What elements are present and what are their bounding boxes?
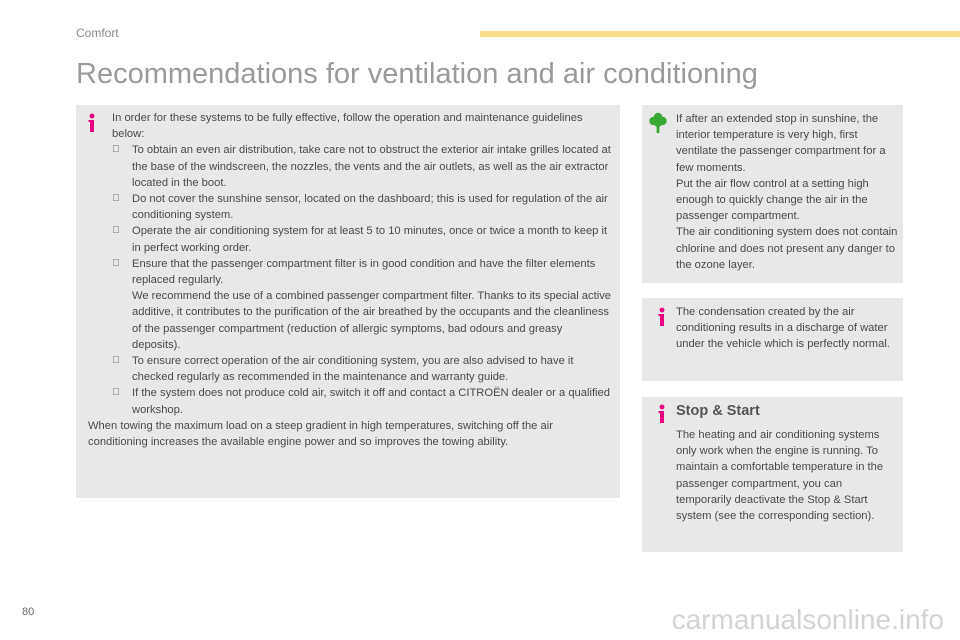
bullet-marker (112, 223, 120, 239)
info-icon (656, 404, 668, 424)
stop-start-text: The heating and air conditioning systems only work when the engine is running. To maintain a comfortable temperature in the passenger compartment, you can temporarily deactivate the Stop & Start system (see the corresponding section). (676, 429, 884, 523)
bullet-text: If the system does not produce cold air, switch it off and contact a CITROËN dealer or a qualified workshop. (132, 387, 610, 416)
bullet-item (112, 142, 612, 191)
stop-start-title: Stop & Start (676, 403, 760, 419)
bullet-text: To obtain an even air distribution, take care not to obstruct the exterior air intake grilles located at the base of the windscreen, the nozzles, the vents and the air outlets, as well as the air extractor located in the boot. (132, 144, 611, 189)
main-recommendations-panel (76, 105, 620, 498)
header-accent-bar (480, 31, 960, 37)
eco-paragraph: If after an extended stop in sunshine, the interior temperature is very high, first ventilate the passenger compartment for a few moments. (676, 113, 886, 174)
bullet-item (112, 256, 612, 353)
eco-paragraph: Put the air flow control at a setting high enough to quickly change the air in the passenger compartment. (676, 177, 869, 223)
bullet-marker (112, 142, 120, 158)
watermark: carmanualsonline.info (671, 604, 944, 635)
page-number: 80 (22, 606, 35, 618)
eco-tree-icon (649, 112, 667, 134)
page-title: Recommendations for ventilation and air conditioning (76, 58, 758, 90)
bullet-text: Do not cover the sunshine sensor, located on the dashboard; this is used for regulation of the air conditioning system. (132, 193, 608, 222)
bullet-text: Ensure that the passenger compartment filter is in good condition and have the filter elements replaced regularly. (132, 257, 596, 287)
towing-note: When towing the maximum load on a steep gradient in high temperatures, switching off the air conditioning increases the available engine power and so improves the towing ability. (88, 419, 553, 449)
condensation-panel (642, 298, 903, 381)
bullet-marker (112, 385, 120, 401)
eco-advice-panel (642, 105, 903, 283)
bullet-marker (112, 191, 120, 207)
bullet-item (112, 191, 612, 223)
intro-text: In order for these systems to be fully effective, follow the operation and maintenance guidelines below: (112, 112, 583, 141)
bullet-marker (112, 256, 120, 272)
bullet-text: Operate the air conditioning system for at least 5 to 10 minutes, once or twice a month to keep it in perfect working order. (132, 225, 608, 254)
stop-start-panel (642, 397, 903, 552)
section-label: Comfort (76, 26, 119, 40)
filter-note: We recommend the use of a combined passenger compartment filter. Thanks to its special active additive, it contributes to the purification of the air breathed by the occupants and the cleanliness of the passenger compartment (reduction of allergic symptoms, bad odours and greasy deposits). (132, 290, 612, 351)
bullet-item (112, 385, 612, 417)
bullet-item (112, 223, 612, 255)
eco-paragraph: The air conditioning system does not contain chlorine and does not present any danger to the ozone layer. (676, 226, 898, 271)
bullet-text: To ensure correct operation of the air conditioning system, you are also advised to have it checked regularly as recommended in the maintenance and warranty guide. (132, 355, 574, 384)
bullet-marker (112, 353, 120, 369)
info-icon (86, 113, 98, 133)
condensation-text: The condensation created by the air conditioning results in a discharge of water under the vehicle which is perfectly normal. (676, 306, 890, 351)
bullet-item (112, 353, 612, 385)
info-icon (656, 307, 668, 327)
